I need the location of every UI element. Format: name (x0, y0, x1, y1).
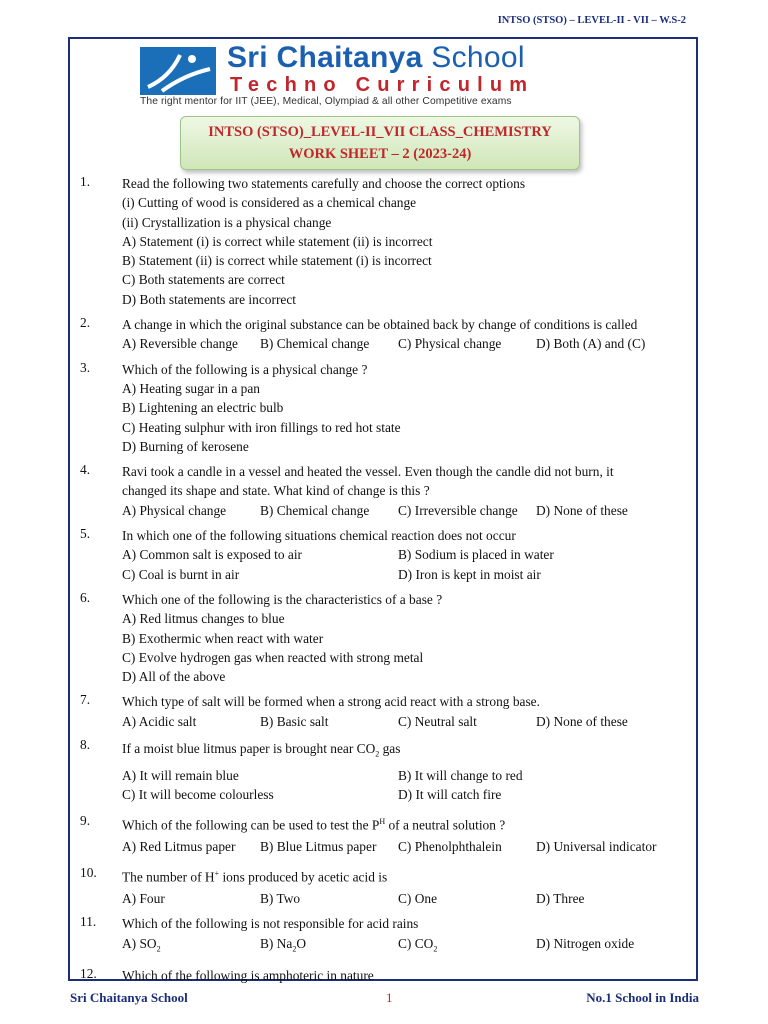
question-text: Read the following two statements carefully and choose the correct options (122, 176, 526, 191)
question-5 (80, 526, 680, 584)
option-a: A) Four (122, 890, 165, 906)
question-text: Which of the following is a physical change ? (122, 361, 368, 377)
question-1 (80, 174, 680, 309)
option-a: A) Red Litmus paper (122, 838, 236, 854)
option-b: B) Basic salt (260, 713, 329, 729)
option-c: C) Both statements are correct (122, 272, 285, 288)
question-8 (80, 737, 680, 804)
option-d: D) Universal indicator (536, 838, 657, 854)
question-number: 5. (80, 526, 91, 542)
option-a: A) Heating sugar in a pan (122, 380, 260, 396)
question-12 (80, 966, 680, 985)
question-7 (80, 692, 680, 731)
option-c: C) Evolve hydrogen gas when reacted with strong metal (122, 649, 424, 665)
option-b: B) It will change to red (398, 767, 523, 783)
option-b: B) Blue Litmus paper (260, 838, 377, 854)
question-number: 1. (80, 174, 91, 189)
question-number: 7. (80, 692, 91, 708)
question-text: Which type of salt will be formed when a strong acid react with a strong base. (122, 694, 540, 710)
option-c: C) $CO_2$ (398, 936, 438, 954)
question-text: Which of the following is amphoteric in nature (122, 967, 374, 983)
question-number: 10. (80, 865, 97, 881)
statement-1: (i) Cutting of wood is considered as a chemical change (122, 195, 417, 211)
question-number: 11. (80, 913, 97, 929)
brand-name-bold: Sri Chaitanya (227, 41, 423, 74)
question-6 (80, 590, 680, 686)
option-d: D) Both statements are incorrect (122, 291, 297, 307)
question-text-pre: The number of H (122, 869, 215, 885)
school-logo-header (140, 41, 640, 109)
question-text: In which one of the following situations chemical reaction does not occur (122, 528, 516, 544)
question-text (122, 862, 680, 888)
question-11 (80, 914, 680, 960)
question-10 (80, 862, 680, 908)
option-b: B) Chemical change (260, 502, 370, 518)
question-text (122, 810, 680, 836)
question-text-cont: changed its shape and state. What kind of change is this ? (122, 483, 430, 499)
option-b: B) Two (260, 890, 301, 906)
subscript: 2 (375, 749, 380, 759)
question-number: 8. (80, 737, 91, 753)
school-emblem-icon (140, 47, 216, 95)
worksheet-title-line2: WORK SHEET – 2 (2023-24) (288, 146, 472, 162)
option-a: A) It will remain blue (122, 767, 239, 783)
option-a: A) Common salt is exposed to air (122, 547, 303, 563)
question-text: A change in which the original substance can be obtained back by change of conditions is called (122, 317, 638, 333)
option-b: B) Sodium is placed in water (398, 547, 554, 563)
option-a: A) Statement (i) is correct while statement (ii) is incorrect (122, 233, 433, 249)
superscript: H (379, 817, 386, 827)
option-c: C) One (398, 890, 438, 906)
worksheet-title-line1: INTSO (STSO)_LEVEL-II_VII CLASS_CHEMISTRY (208, 124, 552, 140)
option-b: B) $Na_2O$ (260, 936, 307, 954)
option-a: A) Red litmus changes to blue (122, 611, 285, 627)
option-c: C) Physical change (398, 336, 502, 352)
statement-2: (ii) Crystallization is a physical change (122, 214, 332, 230)
option-a: A) Acidic salt (122, 713, 197, 729)
option-a: A) Reversible change (122, 336, 239, 352)
running-head: INTSO (STSO) – LEVEL-II - VII – W.S-2 (497, 15, 686, 26)
option-d: D) Iron is kept in moist air (398, 566, 541, 582)
question-text-post: of a neutral solution ? (385, 817, 506, 833)
option-b: B) Statement (ii) is correct while statement (i) is incorrect (122, 253, 432, 269)
brand-subtitle: Techno Curriculum (230, 74, 535, 96)
brand-name (227, 41, 525, 75)
option-c: C) It will become colourless (122, 786, 274, 802)
option-a: A) $SO_2$ (122, 936, 161, 954)
question-text (122, 737, 680, 766)
question-number: 2. (80, 315, 91, 331)
question-text: Ravi took a candle in a vessel and heated the vessel. Even though the candle did not burn, it (122, 464, 614, 480)
question-2 (80, 315, 680, 354)
option-c: C) Phenolphthalein (398, 838, 502, 854)
superscript: + (214, 869, 220, 879)
option-d: D) None of these (536, 502, 628, 518)
option-c: C) Heating sulphur with iron fillings to red hot state (122, 419, 401, 435)
question-text: Which of the following is not responsible for acid rains (122, 915, 419, 931)
question-9 (80, 810, 680, 856)
footer-page-number: 1 (386, 990, 393, 1005)
option-c: C) Irreversible change (398, 502, 518, 518)
question-text-post: gas (379, 741, 401, 757)
question-text-pre: If a moist blue litmus paper is brought near CO (122, 741, 376, 757)
option-d: D) It will catch fire (398, 786, 502, 802)
question-number: 9. (80, 813, 91, 829)
option-d: D) Three (536, 890, 585, 906)
option-d: D) Nitrogen oxide (536, 936, 635, 952)
option-d: D) Both (A) and (C) (536, 336, 646, 352)
option-b: B) Chemical change (260, 336, 370, 352)
question-number: 4. (80, 462, 91, 478)
question-4 (80, 462, 680, 520)
option-a: A) Physical change (122, 502, 227, 518)
option-b: B) Lightening an electric bulb (122, 400, 284, 416)
worksheet-title-banner (180, 116, 580, 170)
question-text: Which one of the following is the characteristics of a base ? (122, 591, 443, 607)
option-d: D) None of these (536, 713, 628, 729)
question-number: 6. (80, 589, 91, 605)
question-text-post: ions produced by acetic acid is (219, 869, 388, 885)
option-c: C) Coal is burnt in air (122, 566, 240, 582)
question-number: 12. (80, 965, 97, 981)
option-d: D) All of the above (122, 669, 226, 685)
footer-school-name: Sri Chaitanya School (70, 990, 188, 1005)
brand-tagline: The right mentor for IIT (JEE), Medical, Olympiad & all other Competitive exams (140, 96, 512, 107)
footer-slogan: No.1 School in India (586, 990, 699, 1005)
question-3 (80, 360, 680, 456)
option-c: C) Neutral salt (398, 713, 477, 729)
option-b: B) Exothermic when react with water (122, 630, 324, 646)
brand-name-light: School (431, 41, 525, 74)
option-d: D) Burning of kerosene (122, 438, 249, 454)
question-list (80, 174, 680, 991)
question-text-pre: Which of the following can be used to test the P (122, 817, 380, 833)
question-number: 3. (80, 359, 91, 375)
